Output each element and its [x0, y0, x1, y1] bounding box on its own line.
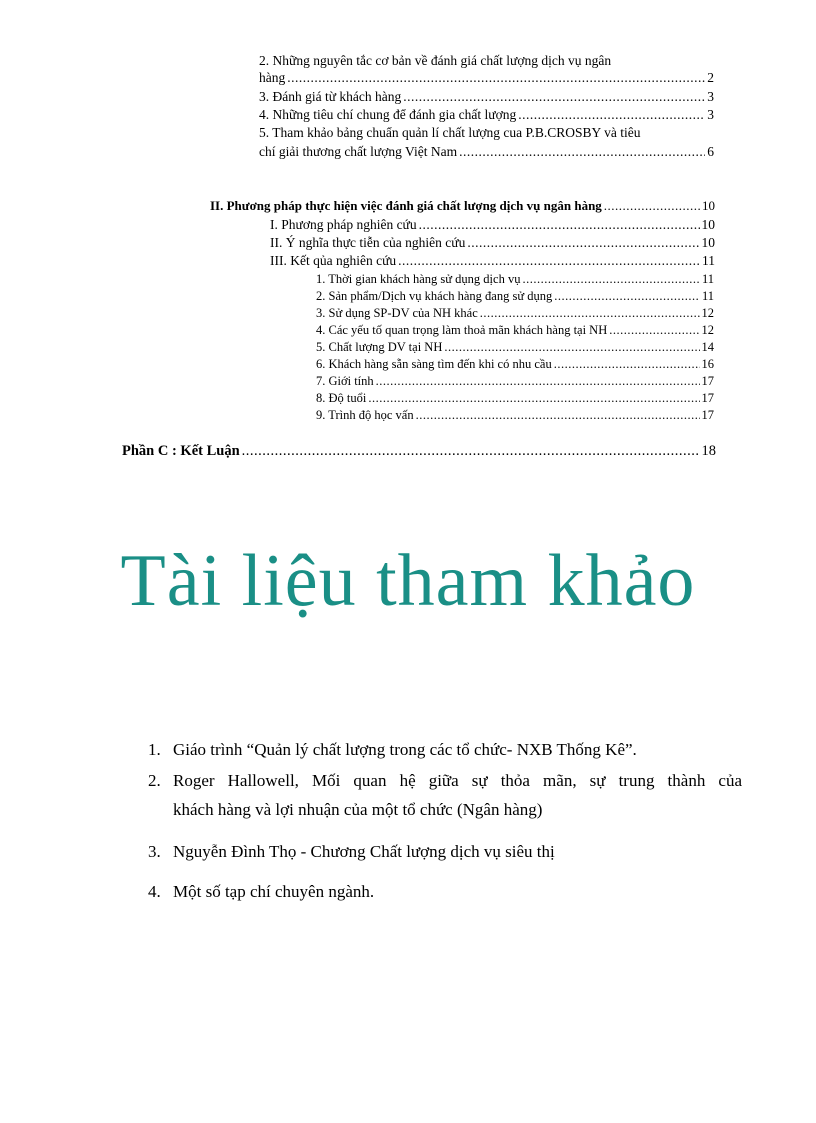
toc-leader-dots — [368, 390, 699, 406]
toc-leader-dots — [416, 407, 700, 423]
toc-page-number: 18 — [701, 443, 716, 459]
toc-leader-dots — [403, 88, 705, 105]
toc-leader-dots — [419, 216, 700, 233]
toc-part-c[interactable] — [122, 443, 716, 460]
toc-leader-dots — [467, 234, 699, 251]
toc-item-4[interactable] — [259, 106, 714, 123]
toc-page-number: 10 — [702, 198, 715, 213]
toc-item-label: II. Ý nghĩa thực tiễn của nghiên cứu — [270, 235, 466, 250]
toc-page-number: 12 — [701, 323, 714, 337]
toc-item-label: chí giải thương chất lượng Việt Nam — [259, 144, 458, 159]
toc-item-label: 4. Các yếu tố quan trọng làm thoả mãn khách hàng tại NH — [316, 323, 608, 337]
toc-result-2[interactable] — [316, 288, 714, 304]
toc-item-3[interactable] — [259, 88, 714, 105]
toc-item-label: 3. Sử dụng SP-DV của NH khác — [316, 306, 478, 320]
toc-leader-dots — [518, 106, 705, 123]
toc-result-6[interactable] — [316, 356, 714, 372]
toc-leader-dots — [554, 288, 700, 304]
toc-result-3[interactable] — [316, 305, 714, 321]
reference-text-line1: Roger Hallowell, Mối quan hệ giữa sự thỏa mãn, sự trung thành của — [173, 771, 742, 790]
reference-text: Nguyễn Đình Thọ - Chương Chất lượng dịch vụ siêu thị — [173, 842, 555, 861]
toc-page-number: 11 — [702, 253, 715, 268]
toc-item-5[interactable] — [259, 143, 714, 160]
reference-text: Một số tạp chí chuyên ngành. — [173, 882, 375, 901]
toc-leader-dots — [242, 443, 700, 460]
toc-page-number: 11 — [701, 272, 714, 286]
toc-page-number: 6 — [707, 144, 714, 159]
toc-item-label: 7. Giới tính — [316, 374, 374, 388]
toc-leader-dots — [376, 373, 700, 389]
toc-item-label: 4. Những tiêu chí chung để đánh gia chất lượng — [259, 107, 517, 122]
toc-page-number: 3 — [707, 107, 714, 122]
toc-item-label: 1. Thời gian khách hàng sử dụng dịch vụ — [316, 272, 521, 286]
toc-item-label: I. Phương pháp nghiên cứu — [270, 217, 417, 232]
reference-text-line2: khách hàng và lợi nhuận của một tổ chức (Ngân hàng) — [173, 800, 543, 819]
toc-item-5-line1: 5. Tham khảo bảng chuẩn quản lí chất lượng cua P.B.CROSBY và tiêu — [259, 125, 641, 140]
toc-leader-dots — [459, 143, 705, 160]
toc-leader-dots — [480, 305, 700, 321]
toc-page-number: 14 — [701, 340, 714, 354]
toc-item-2-line2: hàng — [259, 70, 286, 85]
toc-page-number: 10 — [701, 235, 715, 250]
toc-page-number: 17 — [701, 408, 714, 422]
toc-result-4[interactable] — [316, 322, 714, 338]
toc-page-number: 16 — [701, 357, 714, 371]
toc-page-number: 10 — [701, 217, 715, 232]
toc-result-8[interactable] — [316, 390, 714, 406]
reference-item-2 — [148, 770, 742, 830]
toc-item-label: 3. Đánh giá từ khách hàng — [259, 89, 402, 104]
toc-page-number: 12 — [701, 306, 714, 320]
reference-number: 2. — [148, 771, 161, 790]
toc-section-2[interactable] — [210, 197, 715, 214]
toc-result-7[interactable] — [316, 373, 714, 389]
reference-text: Giáo trình “Quản lý chất lượng trong các tổ chức- NXB Thống Kê”. — [173, 740, 637, 759]
toc-item-label: III. Kết qủa nghiên cứu — [270, 253, 397, 268]
toc-sub-1[interactable] — [270, 216, 715, 233]
toc-leader-dots — [554, 356, 700, 372]
toc-result-9[interactable] — [316, 407, 714, 423]
references-title: Tài liệu tham khảo — [120, 540, 696, 622]
toc-item-label: 5. Chất lượng DV tại NH — [316, 340, 443, 354]
toc-page-number: 2 — [707, 70, 714, 85]
toc-page-number: 17 — [701, 374, 714, 388]
reference-number: 4. — [148, 882, 161, 901]
reference-number: 1. — [148, 740, 161, 759]
toc-item-label: 2. Sản phẩm/Dịch vụ khách hàng đang sử dụng — [316, 289, 553, 303]
toc-item-label: 9. Trình độ học vấn — [316, 408, 414, 422]
toc-leader-dots — [287, 69, 705, 86]
toc-page-number: 3 — [707, 89, 714, 104]
toc-result-1[interactable] — [316, 271, 714, 287]
toc-section-label: II. Phương pháp thực hiện việc đánh giá chất lượng dịch vụ ngân hàng — [210, 198, 602, 213]
toc-leader-dots — [444, 339, 699, 355]
toc-result-5[interactable] — [316, 339, 714, 355]
toc-leader-dots — [604, 197, 700, 214]
toc-page-number: 17 — [701, 391, 714, 405]
toc-leader-dots — [398, 252, 700, 269]
toc-sub-2[interactable] — [270, 234, 715, 251]
toc-item-label: 8. Độ tuổi — [316, 391, 367, 405]
toc-leader-dots — [609, 322, 699, 338]
toc-item-label: 6. Khách hàng sẵn sàng tìm đến khi có nhu cầu — [316, 357, 552, 371]
toc-item-2-line1: 2. Những nguyên tắc cơ bản về đánh giá chất lượng dịch vụ ngân — [259, 53, 612, 68]
toc-sub-3[interactable] — [270, 252, 715, 269]
toc-item-2[interactable] — [259, 69, 714, 86]
reference-number: 3. — [148, 842, 161, 861]
toc-part-label: Phần C : Kết Luận — [122, 443, 240, 459]
toc-page-number: 11 — [701, 289, 714, 303]
toc-leader-dots — [522, 271, 700, 287]
